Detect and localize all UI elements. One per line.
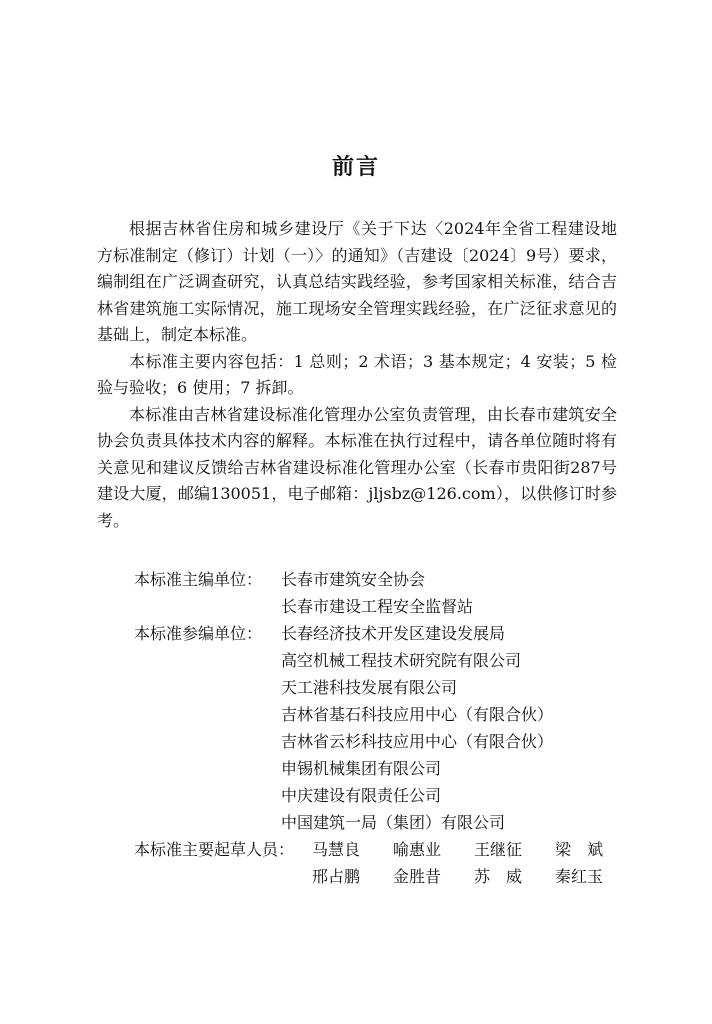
participating-row — [97, 674, 617, 701]
drafters-label: 本标准主要起草人员： — [134, 840, 295, 859]
chief-editor-row — [97, 593, 617, 620]
drafter-name: 苏 威 — [474, 867, 523, 886]
chief-editor-label: 本标准主编单位： — [134, 570, 263, 589]
drafter-name: 梁 斌 — [555, 840, 604, 859]
participating-unit: 申锡机械集团有限公司 — [281, 759, 442, 778]
participating-row — [97, 647, 617, 674]
participating-row — [97, 809, 617, 836]
drafter-name: 秦红玉 — [555, 867, 604, 886]
participating-unit: 长春经济技术开发区建设发展局 — [281, 624, 506, 643]
participating-unit: 吉林省云杉科技应用中心（有限合伙） — [281, 732, 554, 751]
drafter-name: 王继征 — [474, 840, 523, 859]
paragraph-contents: 本标准主要内容包括：1 总则；2 术语；3 基本规定；4 安装；5 检验与验收；6 使用；7 拆卸。 — [97, 351, 617, 397]
participating-row — [97, 782, 617, 809]
participating-row — [97, 620, 617, 647]
chief-editor-unit: 长春市建筑安全协会 — [281, 570, 426, 589]
participating-label: 本标准参编单位： — [134, 624, 263, 643]
participating-unit: 天工港科技发展有限公司 — [281, 678, 458, 697]
drafters-row — [97, 836, 617, 863]
participating-unit: 高空机械工程技术研究院有限公司 — [281, 651, 522, 670]
foreword-body — [97, 216, 617, 534]
chief-editor-unit: 长春市建设工程安全监督站 — [281, 597, 474, 616]
drafter-name: 邢占鹏 — [312, 867, 361, 886]
participating-row — [97, 701, 617, 728]
participating-unit: 中国建筑一局（集团）有限公司 — [281, 813, 506, 832]
page-title: 前言 — [331, 155, 380, 180]
paragraph-background: 根据吉林省住房和城乡建设厅《关于下达〈2024年全省工程建设地方标准制定（修订）计划（一）〉的通知》（吉建设〔2024〕9号）要求，编制组在广泛调查研究，认真总结实践经验，参考国家相关标准，结合吉林省建筑施工实际情况，施工现场安全管理实践经验，在广泛征求意见的基础上，制定本标准。 — [97, 219, 617, 344]
participating-row — [97, 728, 617, 755]
paragraph-management: 本标准由吉林省建设标准化管理办公室负责管理，由长春市建筑安全协会负责具体技术内容的解释。本标准在执行过程中，请各单位随时将有关意见和建议反馈给吉林省建设标准化管理办公室（长春市贵阳街287号建设大厦，邮编130051，电子邮箱：jljsbz@126.com），以供修订时参考。 — [97, 404, 617, 530]
chief-editor-row — [97, 566, 617, 593]
participating-unit: 中庆建设有限责任公司 — [281, 786, 442, 805]
participating-row — [97, 755, 617, 782]
drafter-name: 喻惠业 — [393, 840, 442, 859]
drafters-row — [97, 863, 617, 890]
credits-section — [97, 566, 617, 890]
participating-unit: 吉林省基石科技应用中心（有限合伙） — [281, 705, 554, 724]
drafter-name: 金胜昔 — [393, 867, 442, 886]
drafter-name: 马慧良 — [312, 840, 361, 859]
